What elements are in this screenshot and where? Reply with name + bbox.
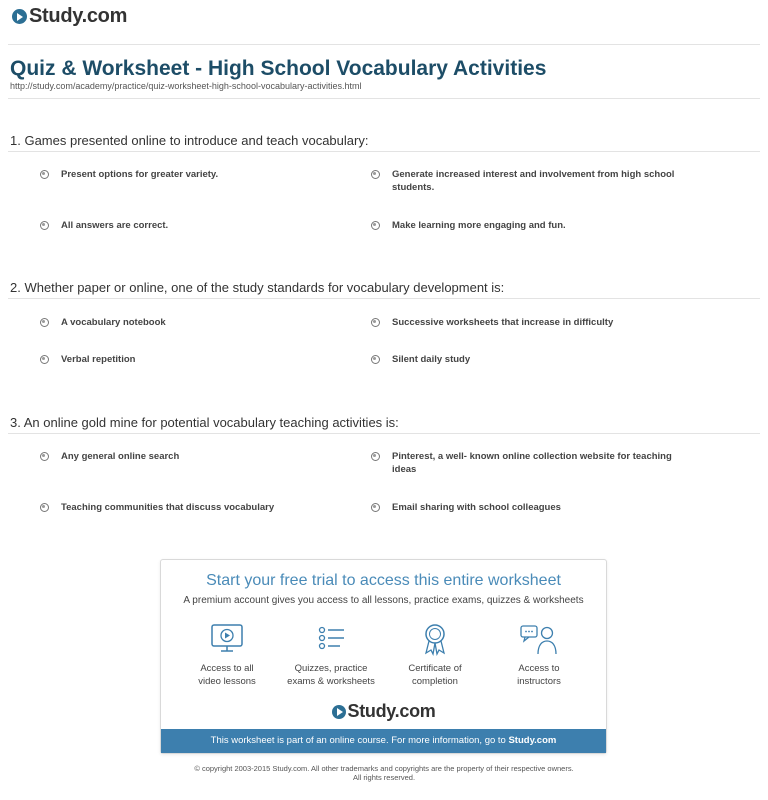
feature-certificate	[385, 622, 485, 688]
answer-option[interactable]: Successive worksheets that increase in difficulty	[371, 316, 692, 329]
answer-option[interactable]: Make learning more engaging and fun.	[371, 219, 692, 232]
radio-button-icon[interactable]	[371, 503, 380, 512]
answer-option[interactable]: A vocabulary notebook	[40, 316, 361, 329]
feature-quizzes	[281, 622, 381, 688]
play-logo-icon	[332, 705, 346, 719]
answer-option[interactable]: Present options for greater variety.	[40, 168, 361, 181]
radio-button-icon[interactable]	[371, 355, 380, 364]
rights-line: All rights reserved.	[352, 773, 416, 782]
study-logo[interactable]	[12, 5, 127, 28]
question-divider	[8, 433, 760, 434]
answer-option[interactable]: Silent daily study	[371, 353, 692, 366]
feature-instructors	[489, 622, 589, 688]
question-2: 2. Whether paper or online, one of the study standards for vocabulary development is:	[10, 280, 505, 295]
certificate-icon	[417, 622, 453, 656]
radio-button-icon[interactable]	[371, 318, 380, 327]
answer-option[interactable]: Email sharing with school colleagues	[371, 501, 692, 514]
promo-subtitle: A premium account gives you access to all lessons, practice exams, quizzes & worksheets	[183, 595, 584, 606]
answer-option[interactable]: Verbal repetition	[40, 353, 361, 366]
question-divider	[8, 151, 760, 152]
course-info-bar	[161, 729, 606, 753]
feature-label: Quizzes, practice exams & worksheets	[287, 663, 375, 687]
radio-button-icon[interactable]	[40, 452, 49, 461]
answer-option[interactable]: Generate increased interest and involvement from high school students.	[371, 168, 692, 194]
copyright-footer	[0, 764, 768, 782]
feature-video-lessons	[177, 622, 277, 688]
answer-option[interactable]: Teaching communities that discuss vocabulary	[40, 501, 361, 514]
answer-option[interactable]: Any general online search	[40, 450, 361, 463]
page-title: Quiz & Worksheet - High School Vocabulary Activities	[10, 57, 547, 80]
page-url: http://study.com/academy/practice/quiz-worksheet-high-school-vocabulary-activities.html	[10, 81, 362, 91]
radio-button-icon[interactable]	[371, 170, 380, 179]
header-divider	[8, 44, 760, 45]
feature-label: Access to all video lessons	[198, 663, 256, 687]
quizzes-list-icon	[313, 622, 349, 656]
radio-button-icon[interactable]	[40, 503, 49, 512]
copyright-line: © copyright 2003-2015 Study.com. All other trademarks and copyrights are the property of their respective owners.	[194, 764, 574, 773]
radio-button-icon[interactable]	[40, 355, 49, 364]
instructors-icon	[519, 622, 559, 656]
feature-label: Access to instructors	[517, 663, 561, 687]
question-3: 3. An online gold mine for potential vocabulary teaching activities is:	[10, 415, 399, 430]
promo-title[interactable]: Start your free trial to access this entire worksheet	[206, 572, 561, 589]
radio-button-icon[interactable]	[371, 221, 380, 230]
video-lessons-icon	[209, 622, 245, 656]
radio-button-icon[interactable]	[40, 318, 49, 327]
answer-option[interactable]: Pinterest, a well- known online collection website for teaching ideas	[371, 450, 692, 476]
free-trial-promo[interactable]	[160, 559, 607, 754]
title-divider	[8, 98, 760, 99]
brand-name: Study.com	[29, 5, 128, 27]
course-info-text: This worksheet is part of an online course. For more information, go to	[210, 735, 506, 746]
question-1: 1. Games presented online to introduce and teach vocabulary:	[10, 133, 369, 148]
radio-button-icon[interactable]	[40, 221, 49, 230]
study-com-link[interactable]: Study.com	[508, 735, 557, 746]
question-divider	[8, 298, 760, 299]
brand-name: Study.com	[347, 701, 436, 721]
play-logo-icon	[12, 9, 27, 24]
radio-button-icon[interactable]	[371, 452, 380, 461]
feature-label: Certificate of completion	[408, 663, 462, 687]
answer-option[interactable]: All answers are correct.	[40, 219, 361, 232]
radio-button-icon[interactable]	[40, 170, 49, 179]
promo-study-logo[interactable]	[161, 701, 606, 722]
